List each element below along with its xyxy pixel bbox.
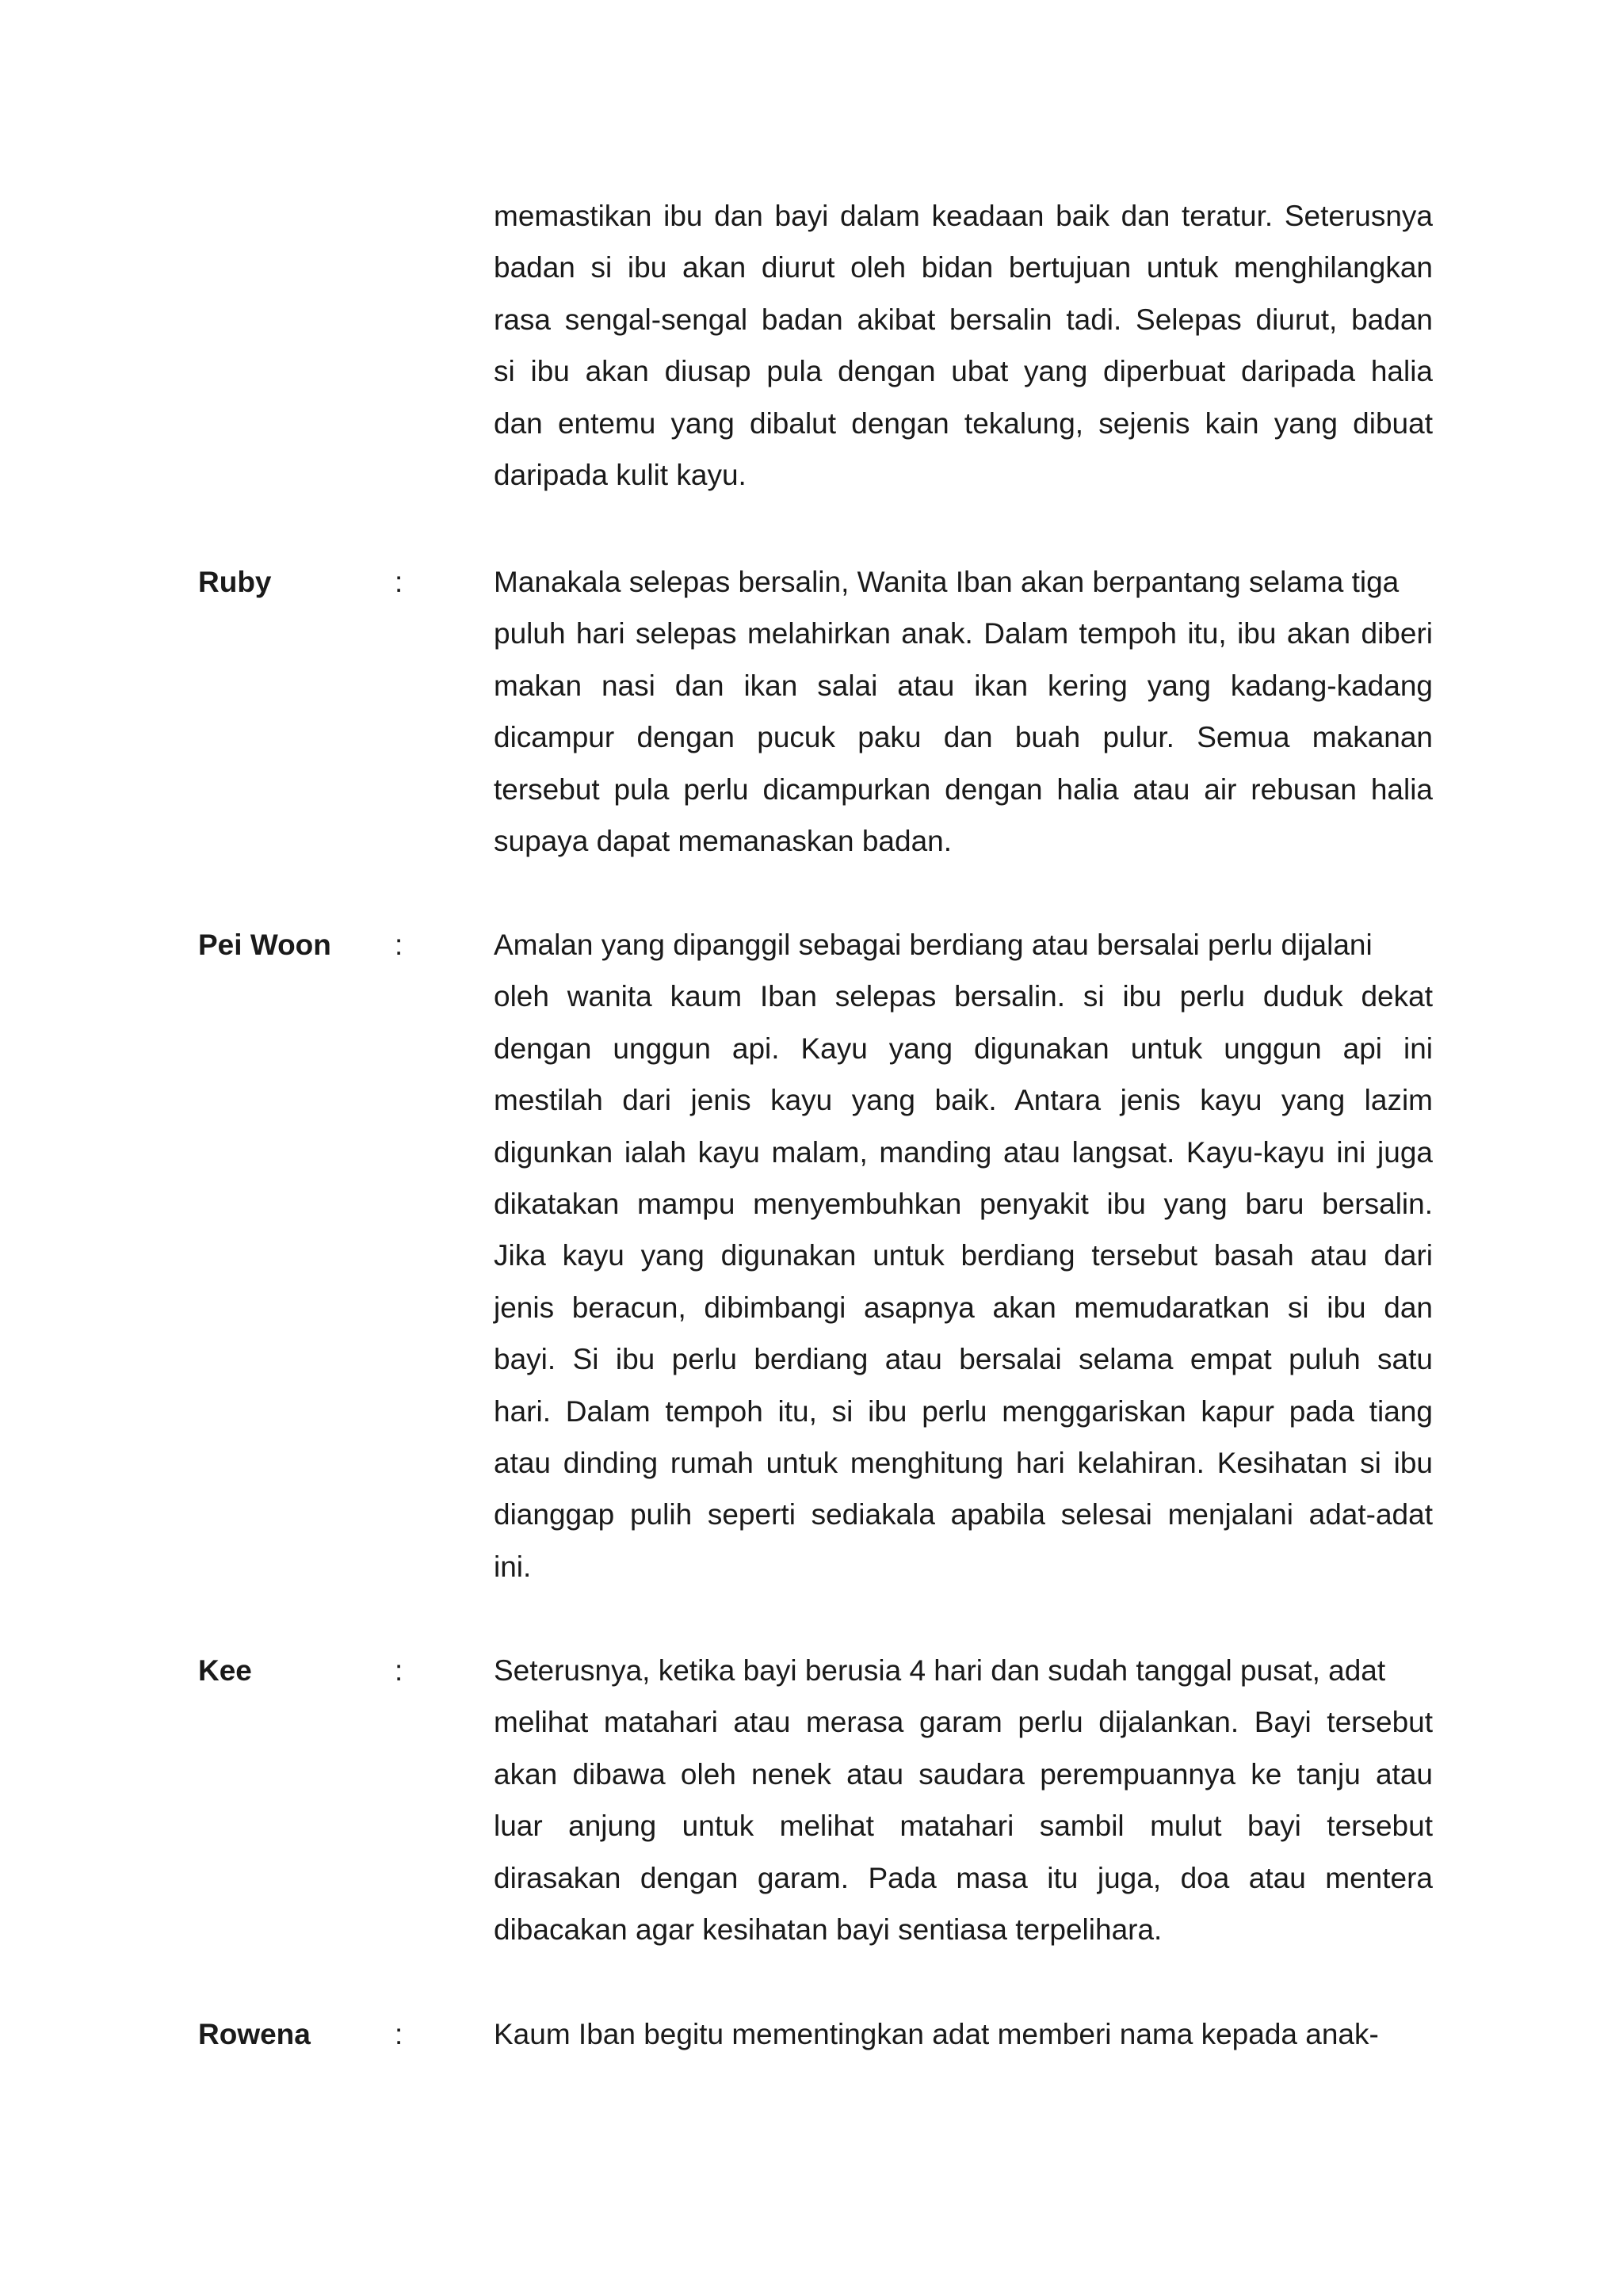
- paragraph-text: [494, 190, 1433, 501]
- text-line: makan nasi dan ikan salai atau ikan kering yang kadang-kadang: [494, 669, 1433, 702]
- text-line: hari. Dalam tempoh itu, si ibu perlu menggariskan kapur pada tiang: [494, 1394, 1433, 1428]
- text-line: atau dinding rumah untuk menghitung hari kelahiran. Kesihatan si ibu: [494, 1446, 1433, 1479]
- text-line: jenis beracun, dibimbangi asapnya akan memudaratkan si ibu dan: [494, 1291, 1433, 1324]
- text-line: badan si ibu akan diurut oleh bidan bertujuan untuk menghilangkan: [494, 251, 1433, 284]
- paragraph-text: [494, 1645, 1433, 1955]
- text-line: si ibu akan diusap pula dengan ubat yang diperbuat daripada halia: [494, 355, 1433, 388]
- text-line: dibacakan agar kesihatan bayi sentiasa terpelihara.: [494, 1913, 1163, 1946]
- text-line: puluh hari selepas melahirkan anak. Dalam tempoh itu, ibu akan diberi: [494, 617, 1433, 650]
- paragraph-text: [494, 919, 1433, 1592]
- text-line: dikatakan mampu menyembuhkan penyakit ibu yang baru bersalin.: [494, 1187, 1433, 1220]
- speaker-name: Kee: [198, 1654, 252, 1687]
- text-line: luar anjung untuk melihat matahari sambil mulut bayi tersebut: [494, 1810, 1433, 1843]
- speaker-colon: :: [395, 1654, 403, 1687]
- speaker-name: Ruby: [198, 566, 272, 598]
- text-line: rasa sengal-sengal badan akibat bersalin tadi. Selepas diurut, badan: [494, 303, 1433, 336]
- text-line: tersebut pula perlu dicampurkan dengan halia atau air rebusan halia: [494, 772, 1433, 806]
- text-line: dengan unggun api. Kayu yang digunakan untuk unggun api ini: [494, 1032, 1433, 1065]
- text-line: ini.: [494, 1550, 532, 1583]
- text-line: mestilah dari jenis kayu yang baik. Antara jenis kayu yang lazim: [494, 1084, 1433, 1117]
- text-line: Kaum Iban begitu mementingkan adat memberi nama kepada anak-: [494, 2018, 1379, 2050]
- text-line: memastikan ibu dan bayi dalam keadaan baik dan teratur. Seterusnya: [494, 200, 1433, 232]
- text-line: daripada kulit kayu.: [494, 458, 747, 491]
- text-line: supaya dapat memanaskan badan.: [494, 824, 953, 857]
- text-line: bayi. Si ibu perlu berdiang atau bersalai selama empat puluh satu: [494, 1343, 1433, 1376]
- text-line: oleh wanita kaum Iban selepas bersalin. si ibu perlu duduk dekat: [494, 980, 1433, 1013]
- text-line: Seterusnya, ketika bayi berusia 4 hari dan sudah tanggal pusat, adat: [494, 1654, 1386, 1687]
- text-line: Manakala selepas bersalin, Wanita Iban akan berpantang selama tiga: [494, 566, 1400, 598]
- speaker-colon: :: [395, 2018, 403, 2050]
- text-line: dianggap pulih seperti sediakala apabila selesai menjalani adat-adat: [494, 1498, 1433, 1531]
- speaker-name: Rowena: [198, 2018, 311, 2050]
- text-line: dicampur dengan pucuk paku dan buah pulur. Semua makanan: [494, 721, 1433, 754]
- text-line: digunkan ialah kayu malam, manding atau langsat. Kayu-kayu ini juga: [494, 1135, 1433, 1169]
- text-line: dirasakan dengan garam. Pada masa itu juga, doa atau mentera: [494, 1861, 1433, 1894]
- text-line: Amalan yang dipanggil sebagai berdiang atau bersalai perlu dijalani: [494, 929, 1373, 961]
- speaker-colon: :: [395, 929, 403, 961]
- text-line: Jika kayu yang digunakan untuk berdiang tersebut basah atau dari: [494, 1239, 1433, 1272]
- text-line: akan dibawa oleh nenek atau saudara perempuannya ke tanju atau: [494, 1757, 1433, 1791]
- text-line: dan entemu yang dibalut dengan tekalung, sejenis kain yang dibuat: [494, 406, 1433, 440]
- speaker-colon: :: [395, 566, 403, 598]
- text-line: melihat matahari atau merasa garam perlu dijalankan. Bayi tersebut: [494, 1706, 1433, 1739]
- paragraph-text: [494, 556, 1433, 867]
- speaker-name: Pei Woon: [198, 929, 331, 961]
- paragraph-text: [494, 2008, 1433, 2060]
